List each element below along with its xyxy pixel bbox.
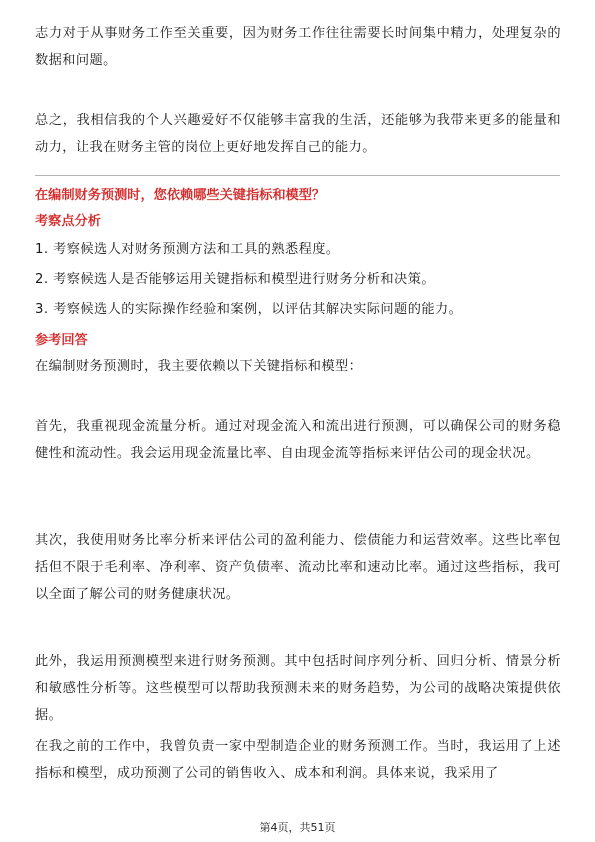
question-title: 在编制财务预测时，您依赖哪些关键指标和模型？ xyxy=(35,188,326,203)
answer-paragraph: 首先，我重视现金流量分析。通过对现金流入和流出进行预测，可以确保公司的财务稳健性和流动性。我会运用现金流量比率、自由现金流等指标来评估公司的现金状况。 xyxy=(35,419,561,461)
analysis-item: 1. 考察候选人对财务预测方法和工具的熟悉程度。 xyxy=(35,242,340,257)
answer-heading: 参考回答 xyxy=(35,333,88,348)
page-number: 第4页，共51页 xyxy=(259,821,336,834)
answer-paragraph: 在我之前的工作中，我曾负责一家中型制造企业的财务预测工作。当时，我运用了上述指标和模型，成功预测了公司的销售收入、成本和利润。具体来说，我采用了 xyxy=(35,739,561,781)
answer-paragraph: 在编制财务预测时，我主要依赖以下关键指标和模型： xyxy=(35,359,363,374)
analysis-item: 3. 考察候选人的实际操作经验和案例，以评估其解决实际问题的能力。 xyxy=(35,302,463,317)
analysis-heading: 考察点分析 xyxy=(35,214,101,229)
analysis-item: 2. 考察候选人是否能够运用关键指标和模型进行财务分析和决策。 xyxy=(35,272,435,287)
answer-paragraph: 此外，我运用预测模型来进行财务预测。其中包括时间序列分析、回归分析、情景分析和敏感性分析等。这些模型可以帮助我预测未来的财务趋势，为公司的战略决策提供依据。 xyxy=(35,654,561,723)
intro-paragraph-1: 志力对于从事财务工作至关重要，因为财务工作往往需要长时间集中精力，处理复杂的数据和问题。 xyxy=(35,26,561,68)
intro-paragraph-2: 总之，我相信我的个人兴趣爱好不仅能够丰富我的生活，还能够为我带来更多的能量和动力，让我在财务主管的岗位上更好地发挥自己的能力。 xyxy=(35,113,561,155)
answer-paragraph: 其次，我使用财务比率分析来评估公司的盈利能力、偿债能力和运营效率。这些比率包括但不限于毛利率、净利率、资产负债率、流动比率和速动比率。通过这些指标，我可以全面了解公司的财务健康状况。 xyxy=(35,533,561,602)
section-divider xyxy=(35,175,560,176)
